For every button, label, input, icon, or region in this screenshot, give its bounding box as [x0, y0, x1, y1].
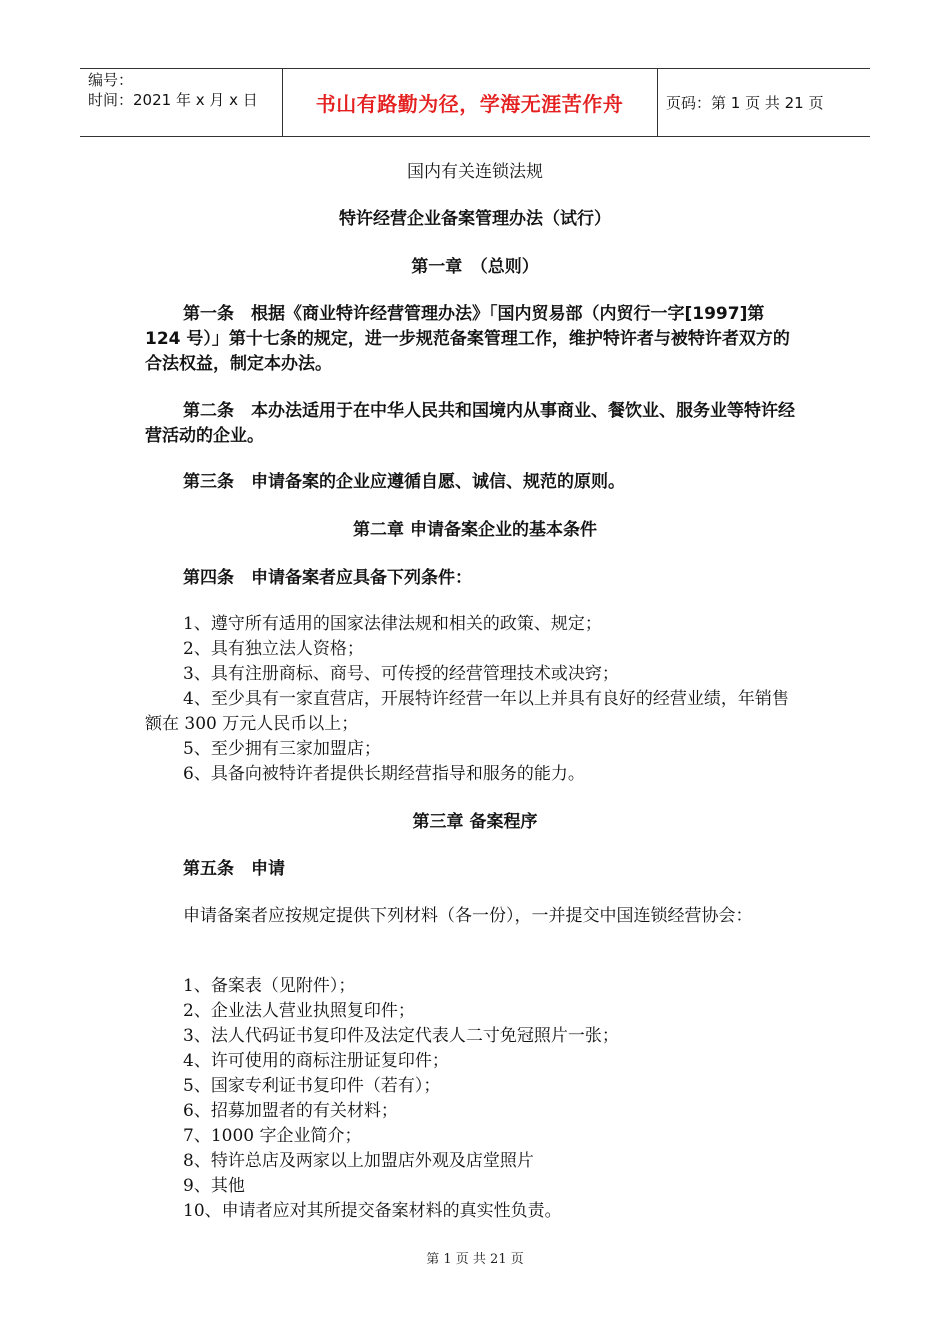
article-3: 第三条 申请备案的企业应遵循自愿、诚信、规范的原则。 [183, 472, 625, 492]
date-label: 时间：2021 年 x 月 x 日 [88, 91, 258, 109]
article-4: 第四条 申请备案者应具备下列条件： [183, 568, 472, 588]
chapter-3-heading: 第三章 备案程序 [412, 812, 538, 832]
list-item: 6、招募加盟者的有关材料； [183, 1101, 398, 1121]
list-item: 4、许可使用的商标注册证复印件； [183, 1051, 449, 1071]
list-item: 3、法人代码证书复印件及法定代表人二寸免冠照片一张； [183, 1026, 619, 1046]
document-heading: 国内有关连锁法规 [407, 162, 543, 182]
list-item: 3、具有注册商标、商号、可传授的经营管理技术或决窍； [183, 664, 619, 684]
chapter-1-heading: 第一章 （总则） [411, 257, 539, 277]
list-item: 5、国家专利证书复印件（若有）； [183, 1076, 441, 1096]
list-item: 7、1000 字企业简介； [183, 1126, 362, 1146]
list-item: 1、备案表（见附件）； [183, 976, 356, 996]
header-meta [88, 70, 258, 110]
materials-list [145, 974, 805, 1224]
list-item: 2、具有独立法人资格； [183, 639, 364, 659]
header-motto: 书山有路勤为径，学海无涯苦作舟 [315, 92, 624, 116]
header-page-label: 页码：第 1 页 共 21 页 [666, 94, 824, 112]
article-1: 第一条 根据《商业特许经营管理办法》「国内贸易部（内贸行一字[1997]第 124 号）」第十七条的规定，进一步规范备案管理工作，维护特许者与被特许者双方的合法权益，制定本办法。 [145, 304, 790, 374]
article-5: 第五条 申请 [183, 859, 285, 879]
chapter-2-heading: 第二章 申请备案企业的基本条件 [353, 520, 597, 540]
conditions-list [145, 612, 805, 787]
list-item: 8、特许总店及两家以上加盟店外观及店堂照片 [183, 1151, 534, 1171]
article-2: 第二条 本办法适用于在中华人民共和国境内从事商业、餐饮业、服务业等特许经营活动的企业。 [145, 401, 795, 446]
header-top-border [80, 68, 870, 69]
list-item: 4、至少具有一家直营店，开展特许经营一年以上并具有良好的经营业绩，年销售额在 300 万元人民币以上； [145, 689, 789, 734]
list-item: 9、其他 [183, 1176, 245, 1196]
list-item: 2、企业法人营业执照复印件； [183, 1001, 415, 1021]
list-item: 5、至少拥有三家加盟店； [183, 739, 381, 759]
document-title: 特许经营企业备案管理办法（试行） [339, 209, 611, 229]
article-5-body: 申请备案者应按规定提供下列材料（各一份），一并提交中国连锁经营协会： [183, 906, 753, 926]
number-label: 编号： [88, 71, 134, 89]
list-item: 6、具备向被特许者提供长期经营指导和服务的能力。 [183, 764, 585, 784]
list-item: 10、申请者应对其所提交备案材料的真实性负责。 [183, 1201, 562, 1221]
header-bottom-border [80, 136, 870, 137]
list-item: 1、遵守所有适用的国家法律法规和相关的政策、规定； [183, 614, 602, 634]
header-divider-right [657, 68, 658, 136]
page-footer: 第 1 页 共 21 页 [426, 1252, 524, 1267]
